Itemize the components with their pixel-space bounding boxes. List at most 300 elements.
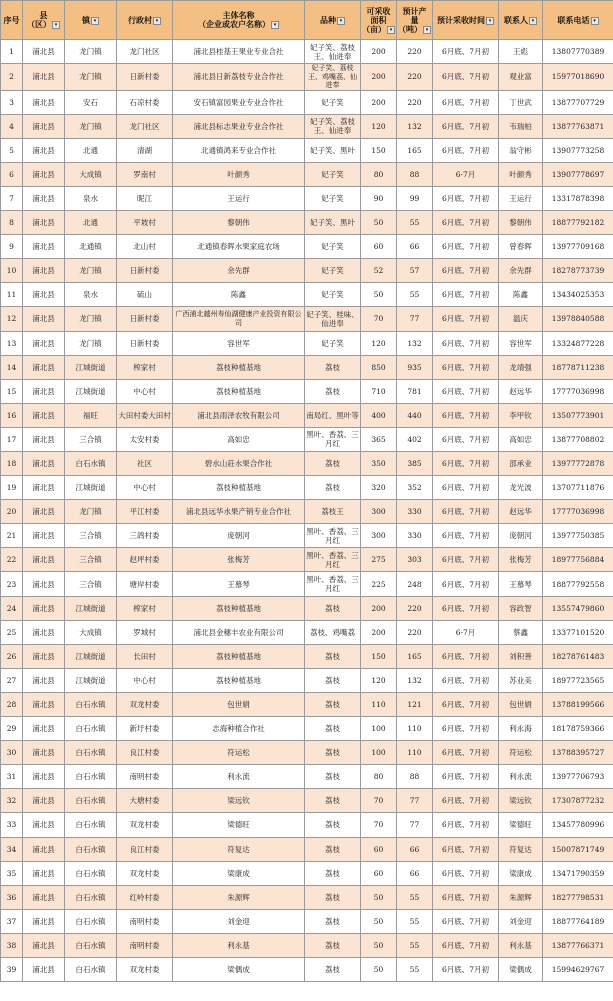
cell-area: 850: [361, 355, 397, 379]
cell-yield: 55: [397, 211, 433, 235]
cell-phone: 13507773901: [543, 403, 613, 427]
cell-town: 白石水镇: [65, 909, 117, 933]
cell-yield: 248: [397, 572, 433, 596]
cell-variety: 荔枝: [305, 379, 361, 403]
cell-index: 5: [1, 138, 23, 162]
cell-area: 70: [361, 813, 397, 837]
cell-variety: 荔枝: [305, 644, 361, 668]
table-row: [1, 524, 613, 548]
cell-town: 大成镇: [65, 162, 117, 186]
cell-area: 50: [361, 933, 397, 957]
cell-contact: 李甲钦: [499, 403, 543, 427]
cell-index: 12: [1, 307, 23, 331]
cell-harvest-time: 6月底、7月初: [433, 64, 499, 91]
cell-contact: 利永基: [499, 933, 543, 957]
cell-phone: 18977723565: [543, 668, 613, 692]
cell-town: 白石水镇: [65, 813, 117, 837]
cell-village: 红岭村委: [117, 885, 173, 909]
cell-area: 150: [361, 138, 397, 162]
cell-variety: 荔枝: [305, 692, 361, 716]
cell-county: 浦北县: [23, 283, 65, 307]
cell-yield: 935: [397, 355, 433, 379]
cell-phone: 18278773739: [543, 259, 613, 283]
cell-variety: 黑叶、香荔、三月红: [305, 572, 361, 596]
cell-area: 60: [361, 235, 397, 259]
cell-yield: 402: [397, 427, 433, 451]
cell-village: 日新村委: [117, 259, 173, 283]
cell-town: 三合镇: [65, 524, 117, 548]
cell-variety: 妃子笑、荔枝王、仙进奉: [305, 40, 361, 64]
cell-village: 大塘村委: [117, 789, 173, 813]
cell-area: 80: [361, 765, 397, 789]
cell-village: 日新村委: [117, 331, 173, 355]
cell-area: 50: [361, 211, 397, 235]
cell-variety: 妃子笑、荔枝王、鸡嘴荔、仙进奉: [305, 64, 361, 91]
filter-dropdown-icon[interactable]: ▾: [591, 17, 599, 25]
header-yield[interactable]: [397, 1, 433, 40]
cell-yield: 121: [397, 692, 433, 716]
cell-variety: 南局红、黑叶等: [305, 403, 361, 427]
cell-index: 3: [1, 90, 23, 114]
cell-variety: 黑叶、香荔、三月红: [305, 524, 361, 548]
cell-town: 白石水镇: [65, 741, 117, 765]
cell-village: 南明村委: [117, 909, 173, 933]
cell-harvest-time: 6月底、7月初: [433, 813, 499, 837]
cell-harvest-time: 6-7月: [433, 620, 499, 644]
cell-phone: 13434025353: [543, 283, 613, 307]
cell-town: 龙门镇: [65, 64, 117, 91]
cell-contact: 包世娟: [499, 692, 543, 716]
cell-phone: 13877708802: [543, 427, 613, 451]
header-variety[interactable]: [305, 1, 361, 40]
cell-harvest-time: 6月底、7月初: [433, 211, 499, 235]
table-row: [1, 427, 613, 451]
cell-contact: 王慕琴: [499, 572, 543, 596]
cell-county: 浦北县: [23, 259, 65, 283]
cell-village: 榨家村: [117, 355, 173, 379]
cell-yield: 220: [397, 64, 433, 91]
cell-contact: 龙靖强: [499, 355, 543, 379]
header-label: 主体名称 （企业或农户名称）: [198, 11, 270, 29]
cell-variety: 妃子笑、黑叶: [305, 138, 361, 162]
cell-area: 120: [361, 331, 397, 355]
cell-town: 泉水: [65, 283, 117, 307]
header-label: 可采收 面积 （亩）: [362, 6, 391, 34]
cell-phone: 18277798531: [543, 885, 613, 909]
cell-contact: 符运松: [499, 741, 543, 765]
cell-area: 90: [361, 186, 397, 210]
cell-yield: 303: [397, 548, 433, 572]
cell-variety: 妃子笑: [305, 90, 361, 114]
cell-contact: 王彪: [499, 40, 543, 64]
cell-area: 80: [361, 162, 397, 186]
cell-entity-name: 广西浦北越州寿仙湖健康产业投资有限公司: [173, 307, 305, 331]
cell-town: 白石水镇: [65, 861, 117, 885]
cell-area: 400: [361, 403, 397, 427]
cell-area: 300: [361, 524, 397, 548]
table-row: [1, 283, 613, 307]
cell-entity-name: 荔枝种植基地: [173, 355, 305, 379]
cell-entity-name: 张梅芳: [173, 548, 305, 572]
cell-index: 38: [1, 933, 23, 957]
cell-yield: 57: [397, 259, 433, 283]
cell-village: 平坡村: [117, 211, 173, 235]
cell-yield: 66: [397, 861, 433, 885]
cell-county: 浦北县: [23, 596, 65, 620]
cell-phone: 13557479860: [543, 596, 613, 620]
cell-entity-name: 梁康成: [173, 861, 305, 885]
cell-harvest-time: 6月底、7月初: [433, 789, 499, 813]
cell-yield: 132: [397, 668, 433, 692]
cell-village: 平江村委: [117, 500, 173, 524]
cell-county: 浦北县: [23, 837, 65, 861]
cell-phone: 13877763871: [543, 114, 613, 138]
cell-harvest-time: 6月底、7月初: [433, 452, 499, 476]
cell-county: 浦北县: [23, 307, 65, 331]
filter-dropdown-icon[interactable]: ▾: [337, 17, 345, 25]
cell-yield: 385: [397, 452, 433, 476]
cell-index: 24: [1, 596, 23, 620]
cell-yield: 55: [397, 957, 433, 981]
cell-index: 29: [1, 717, 23, 741]
filter-dropdown-icon[interactable]: ▾: [271, 21, 279, 29]
cell-harvest-time: 6月底、7月初: [433, 500, 499, 524]
cell-contact: 庞朝河: [499, 524, 543, 548]
cell-town: 江城街道: [65, 644, 117, 668]
cell-village: 良江村委: [117, 741, 173, 765]
cell-contact: 容世军: [499, 331, 543, 355]
cell-index: 39: [1, 957, 23, 981]
header-town[interactable]: [65, 1, 117, 40]
cell-entity-name: 王慕琴: [173, 572, 305, 596]
filter-dropdown-icon[interactable]: ▾: [52, 21, 60, 29]
cell-entity-name: 荔枝种植基地: [173, 668, 305, 692]
cell-area: 200: [361, 40, 397, 64]
cell-yield: 88: [397, 162, 433, 186]
filter-dropdown-icon[interactable]: ▾: [153, 17, 161, 25]
header-phone[interactable]: [543, 1, 613, 40]
cell-variety: 荔枝: [305, 837, 361, 861]
cell-county: 浦北县: [23, 620, 65, 644]
cell-variety: 荔枝: [305, 355, 361, 379]
cell-phone: 13877766371: [543, 933, 613, 957]
filter-dropdown-icon[interactable]: ▾: [387, 26, 395, 34]
cell-index: 25: [1, 620, 23, 644]
cell-entity-name: 安石镇富园果业专业合作社: [173, 90, 305, 114]
cell-village: 南明村委: [117, 765, 173, 789]
cell-variety: 妃子笑: [305, 186, 361, 210]
cell-variety: 荔枝: [305, 741, 361, 765]
cell-index: 8: [1, 211, 23, 235]
cell-village: 中心村: [117, 668, 173, 692]
cell-index: 4: [1, 114, 23, 138]
table-body: [1, 40, 613, 982]
cell-harvest-time: 6月底、7月初: [433, 765, 499, 789]
table-row: [1, 957, 613, 981]
cell-town: 白石水镇: [65, 717, 117, 741]
cell-village: 日新村委: [117, 307, 173, 331]
cell-harvest-time: 6月底、7月初: [433, 692, 499, 716]
cell-contact: 曾春晖: [499, 235, 543, 259]
cell-area: 110: [361, 692, 397, 716]
cell-village: 龙门社区: [117, 114, 173, 138]
cell-entity-name: 叶颜秀: [173, 162, 305, 186]
cell-town: 福旺: [65, 403, 117, 427]
cell-village: 昵江: [117, 186, 173, 210]
cell-contact: 利永流: [499, 765, 543, 789]
cell-phone: 17777036998: [543, 500, 613, 524]
cell-index: 13: [1, 331, 23, 355]
cell-yield: 110: [397, 717, 433, 741]
cell-contact: 容政智: [499, 596, 543, 620]
header-area[interactable]: [361, 1, 397, 40]
cell-village: 清湖: [117, 138, 173, 162]
cell-harvest-time: 6月底、7月初: [433, 861, 499, 885]
cell-county: 浦北县: [23, 64, 65, 91]
table-row: [1, 307, 613, 331]
cell-town: 龙门镇: [65, 331, 117, 355]
table-row: [1, 668, 613, 692]
cell-yield: 77: [397, 813, 433, 837]
cell-index: 20: [1, 500, 23, 524]
cell-harvest-time: 6月底、7月初: [433, 909, 499, 933]
cell-town: 龙门镇: [65, 114, 117, 138]
cell-county: 浦北县: [23, 644, 65, 668]
cell-contact: 韦瑞柏: [499, 114, 543, 138]
table-row: [1, 64, 613, 91]
table-row: [1, 789, 613, 813]
table-row: [1, 114, 613, 138]
cell-contact: 丁世武: [499, 90, 543, 114]
cell-variety: 荔枝: [305, 957, 361, 981]
cell-phone: 13788199566: [543, 692, 613, 716]
cell-village: 良江村委: [117, 837, 173, 861]
cell-town: 白石水镇: [65, 933, 117, 957]
table-row: [1, 644, 613, 668]
cell-index: 15: [1, 379, 23, 403]
cell-county: 浦北县: [23, 717, 65, 741]
cell-index: 19: [1, 476, 23, 500]
cell-entity-name: 黎朝伟: [173, 211, 305, 235]
cell-area: 60: [361, 837, 397, 861]
cell-contact: 叶颜秀: [499, 162, 543, 186]
header-county[interactable]: [23, 1, 65, 40]
cell-index: 17: [1, 427, 23, 451]
cell-variety: 妃子笑: [305, 259, 361, 283]
cell-yield: 330: [397, 500, 433, 524]
cell-harvest-time: 6月底、7月初: [433, 644, 499, 668]
filter-dropdown-icon[interactable]: ▾: [529, 17, 537, 25]
cell-harvest-time: 6月底、7月初: [433, 283, 499, 307]
cell-contact: 观业富: [499, 64, 543, 91]
cell-county: 浦北县: [23, 355, 65, 379]
cell-entity-name: 碧水山莊水果合作社: [173, 452, 305, 476]
cell-village: 新圩村委: [117, 717, 173, 741]
cell-phone: 13707711876: [543, 476, 613, 500]
cell-variety: 荔枝: [305, 668, 361, 692]
cell-area: 275: [361, 548, 397, 572]
cell-contact: 龙光波: [499, 476, 543, 500]
cell-village: 日新村委: [117, 64, 173, 91]
cell-contact: 梁康成: [499, 861, 543, 885]
cell-town: 龙门镇: [65, 40, 117, 64]
header-contact[interactable]: [499, 1, 543, 40]
header-label: 联系电话: [557, 15, 590, 25]
cell-entity-name: 荔枝种植基地: [173, 644, 305, 668]
cell-phone: 13978840588: [543, 307, 613, 331]
cell-contact: 温庆: [499, 307, 543, 331]
cell-contact: 邵承业: [499, 452, 543, 476]
cell-area: 200: [361, 596, 397, 620]
cell-yield: 220: [397, 596, 433, 620]
cell-phone: 18178759366: [543, 717, 613, 741]
cell-entity-name: 庞朝河: [173, 524, 305, 548]
table-row: [1, 909, 613, 933]
header-entity-name[interactable]: [173, 1, 305, 40]
cell-yield: 99: [397, 186, 433, 210]
cell-contact: 梁德旺: [499, 813, 543, 837]
header-label: 序号: [3, 15, 20, 25]
cell-area: 50: [361, 283, 397, 307]
cell-index: 33: [1, 813, 23, 837]
cell-entity-name: 王运行: [173, 186, 305, 210]
cell-town: 大成镇: [65, 620, 117, 644]
cell-variety: 荔枝: [305, 813, 361, 837]
cell-county: 浦北县: [23, 90, 65, 114]
table-row: [1, 162, 613, 186]
cell-phone: 13377101520: [543, 620, 613, 644]
cell-harvest-time: 6月底、7月初: [433, 331, 499, 355]
cell-contact: 梁偶成: [499, 957, 543, 981]
cell-index: 22: [1, 548, 23, 572]
cell-entity-name: 浦北县金穗丰农业有限公司: [173, 620, 305, 644]
cell-area: 225: [361, 572, 397, 596]
cell-harvest-time: 6-7月: [433, 162, 499, 186]
header-village[interactable]: [117, 1, 173, 40]
cell-yield: 132: [397, 331, 433, 355]
cell-variety: 荔枝王: [305, 500, 361, 524]
cell-village: 龙门社区: [117, 40, 173, 64]
cell-variety: 荔枝: [305, 861, 361, 885]
cell-harvest-time: 6月底、7月初: [433, 476, 499, 500]
cell-yield: 132: [397, 114, 433, 138]
cell-village: 赵坪村委: [117, 548, 173, 572]
cell-harvest-time: 6月底、7月初: [433, 741, 499, 765]
cell-variety: 妃子笑: [305, 162, 361, 186]
cell-phone: 18977756884: [543, 548, 613, 572]
filter-dropdown-icon[interactable]: ▾: [423, 26, 431, 34]
cell-entity-name: 荔枝种植基地: [173, 476, 305, 500]
cell-entity-name: 包世娟: [173, 692, 305, 716]
cell-town: 北通镇: [65, 235, 117, 259]
cell-area: 70: [361, 307, 397, 331]
cell-harvest-time: 6月底、7月初: [433, 572, 499, 596]
cell-index: 23: [1, 572, 23, 596]
cell-phone: 18778711238: [543, 355, 613, 379]
cell-town: 龙门镇: [65, 259, 117, 283]
cell-village: 硫山: [117, 283, 173, 307]
table-row: [1, 476, 613, 500]
cell-phone: 13317878398: [543, 186, 613, 210]
cell-county: 浦北县: [23, 403, 65, 427]
header-index[interactable]: [1, 1, 23, 40]
cell-yield: 781: [397, 379, 433, 403]
cell-harvest-time: 6月底、7月初: [433, 186, 499, 210]
table-row: [1, 211, 613, 235]
cell-entity-name: 浦北县雨泽农牧有限公司: [173, 403, 305, 427]
cell-village: 社区: [117, 452, 173, 476]
cell-variety: 荔枝: [305, 765, 361, 789]
cell-harvest-time: 6月底、7月初: [433, 355, 499, 379]
cell-county: 浦北县: [23, 235, 65, 259]
cell-village: 长田村: [117, 644, 173, 668]
cell-variety: 荔枝: [305, 933, 361, 957]
cell-village: 双龙村委: [117, 861, 173, 885]
table-row: [1, 90, 613, 114]
cell-village: 三鸽村委: [117, 524, 173, 548]
cell-variety: 荔枝: [305, 909, 361, 933]
header-label: 预计采收时间: [437, 15, 485, 25]
cell-area: 60: [361, 861, 397, 885]
cell-yield: 77: [397, 307, 433, 331]
cell-county: 浦北县: [23, 379, 65, 403]
cell-town: 江城街道: [65, 668, 117, 692]
cell-yield: 110: [397, 741, 433, 765]
table-row: [1, 379, 613, 403]
cell-contact: 黎朝伟: [499, 211, 543, 235]
cell-contact: 利永海: [499, 717, 543, 741]
cell-county: 浦北县: [23, 861, 65, 885]
cell-area: 100: [361, 717, 397, 741]
cell-county: 浦北县: [23, 765, 65, 789]
table-row: [1, 500, 613, 524]
cell-harvest-time: 6月底、7月初: [433, 259, 499, 283]
cell-county: 浦北县: [23, 524, 65, 548]
filter-dropdown-icon[interactable]: ▾: [486, 17, 494, 25]
cell-town: 安石: [65, 90, 117, 114]
cell-town: 白石水镇: [65, 789, 117, 813]
cell-variety: 荔枝: [305, 452, 361, 476]
cell-phone: 13977706793: [543, 765, 613, 789]
cell-town: 三合镇: [65, 427, 117, 451]
cell-village: 太安村委: [117, 427, 173, 451]
cell-phone: 15994629767: [543, 957, 613, 981]
cell-area: 300: [361, 500, 397, 524]
cell-county: 浦北县: [23, 476, 65, 500]
cell-index: 21: [1, 524, 23, 548]
cell-area: 200: [361, 64, 397, 91]
cell-town: 龙门镇: [65, 307, 117, 331]
header-label: 县 （区）: [27, 11, 51, 29]
cell-county: 浦北县: [23, 741, 65, 765]
cell-contact: 张梅芳: [499, 548, 543, 572]
cell-town: 江城街道: [65, 476, 117, 500]
header-harvest-time[interactable]: [433, 1, 499, 40]
cell-contact: 朱源辉: [499, 885, 543, 909]
table-row: [1, 692, 613, 716]
cell-county: 浦北县: [23, 692, 65, 716]
cell-village: 石凉村委: [117, 90, 173, 114]
filter-dropdown-icon[interactable]: ▾: [91, 17, 99, 25]
cell-harvest-time: 6月底、7月初: [433, 138, 499, 162]
cell-entity-name: 浦北县远华水果产销专业合作社: [173, 500, 305, 524]
cell-phone: 13807770389: [543, 40, 613, 64]
cell-harvest-time: 6月底、7月初: [433, 427, 499, 451]
cell-yield: 55: [397, 885, 433, 909]
cell-contact: 翁守彬: [499, 138, 543, 162]
cell-entity-name: 梁偶成: [173, 957, 305, 981]
cell-county: 浦北县: [23, 331, 65, 355]
